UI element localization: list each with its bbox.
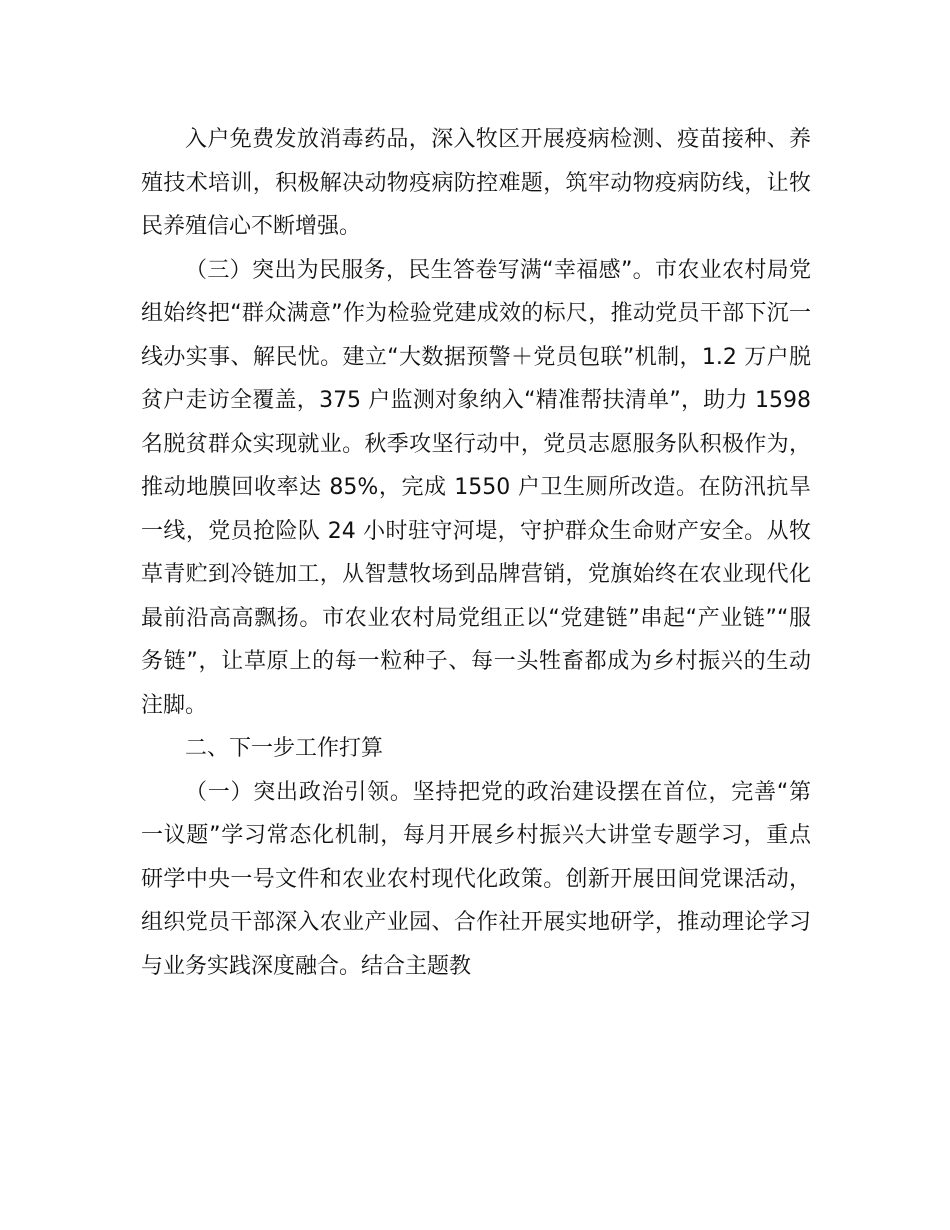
document-body [141,118,811,988]
paragraph-section-three: （三）突出为民服务，民生答卷写满“幸福感”。市农业农村局党组始终把“群众满意”作为检验党建成效的标尺，推动党员干部下沉一线办实事、解民忧。建立“大数据预警＋党员包联”机制，1.2 万户脱贫户走访全覆盖，375 户监测对象纳入“精准帮扶清单”，助力 1598 名脱贫群众实现就业。秋季攻坚行动中，党员志愿服务队积极作为，推动地膜回收率达 85%，完成 1550 户卫生厕所改造。在防汛抗旱一线，党员抢险队 24 小时驻守河堤，守护群众生命财产安全。从牧草青贮到冷链加工，从智慧牧场到品牌营销，党旗始终在农业现代化最前沿高高飘扬。市农业农村局党组正以“党建链”串起“产业链”“服务链”，让草原上的每一粒种子、每一头牲畜都成为乡村振兴的生动注脚。 [141,257,811,718]
section-heading-next-steps: 二、下一步工作打算 [185,736,384,761]
paragraph-political-leadership: （一）突出政治引领。坚持把党的政治建设摆在首位，完善“第一议题”学习常态化机制，每月开展乡村振兴大讲堂专题学习，重点研学中央一号文件和农业农村现代化政策。创新开展田间党课活动，组织党员干部深入农业产业园、合作社开展实地研学，推动理论学习与业务实践深度融合。结合主题教 [141,779,811,979]
paragraph-continuation: 入户免费发放消毒药品，深入牧区开展疫病检测、疫苗接种、养殖技术培训，积极解决动物疫病防控难题，筑牢动物疫病防线，让牧民养殖信心不断增强。 [141,127,811,239]
